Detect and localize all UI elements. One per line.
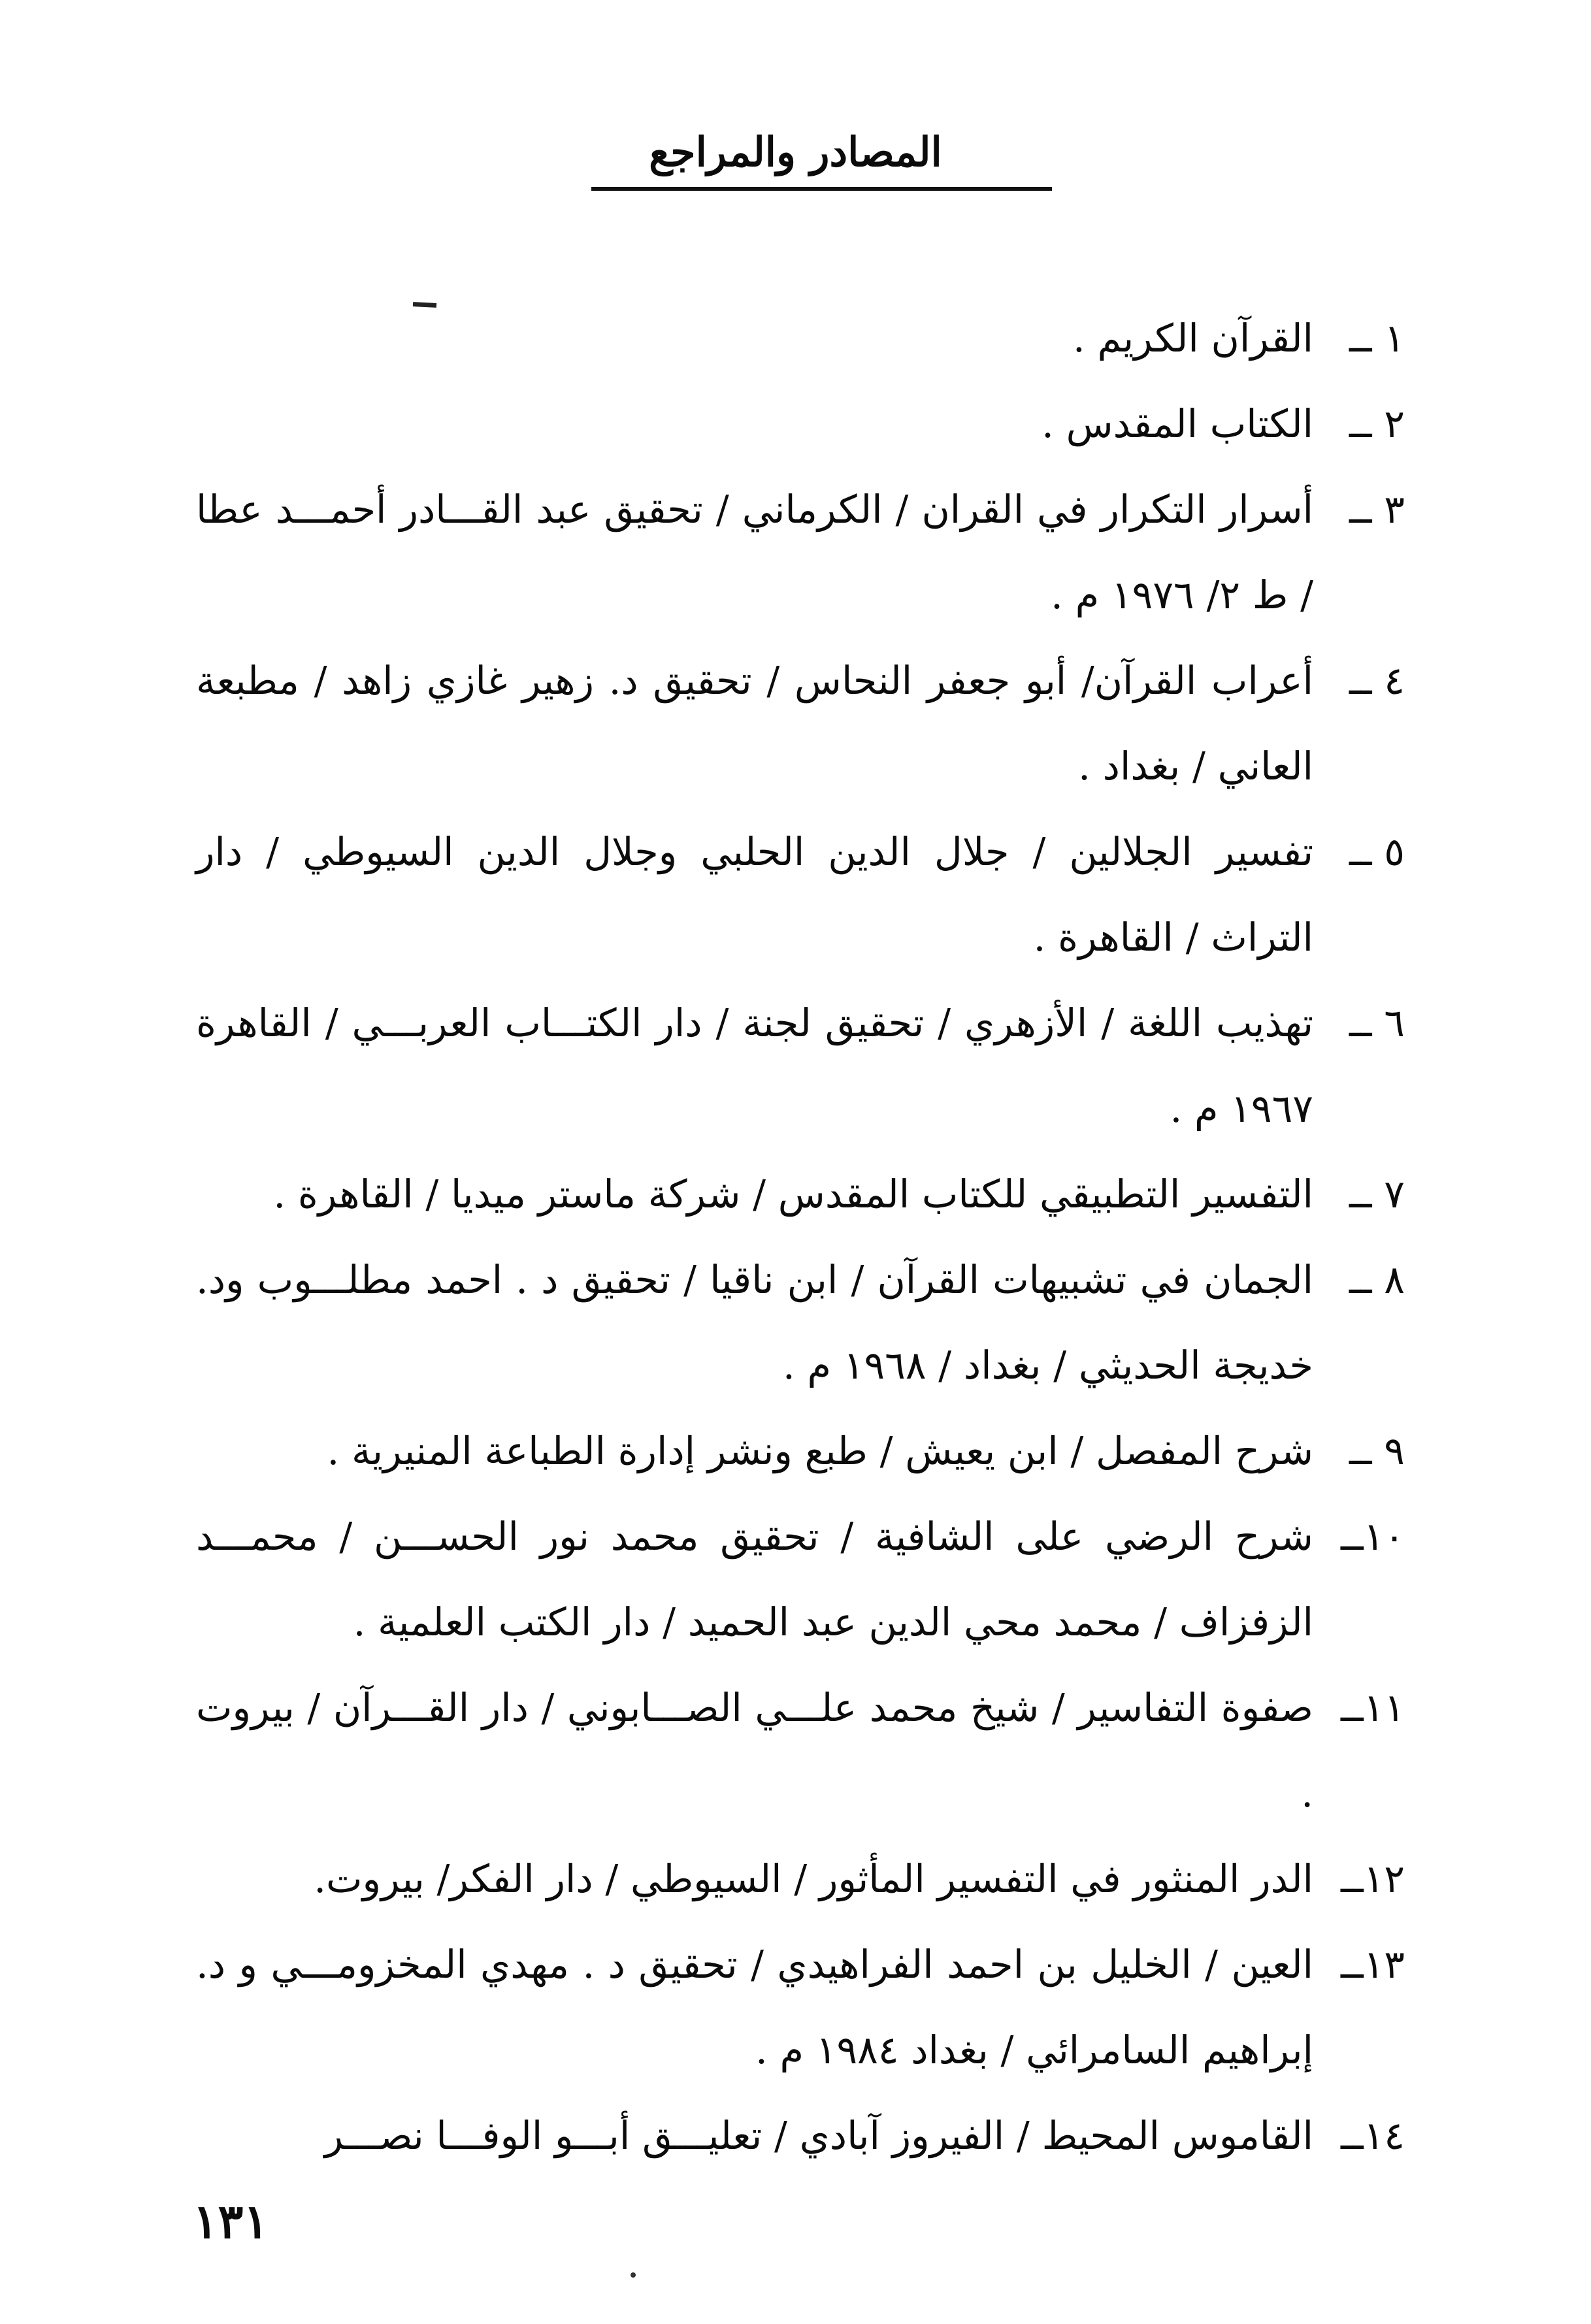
reference-number: ٦ ــ [1349, 1000, 1405, 1045]
reference-item [196, 1665, 1405, 1836]
reference-text: أسرار التكرار في القران / الكرماني / تحقيق عبد القـــادر أحمـــد عطا / ط ٢/ ١٩٧٦ م . [196, 487, 1313, 617]
reference-item [196, 1922, 1405, 2093]
reference-number: ٧ ــ [1349, 1171, 1405, 1217]
reference-item [196, 1494, 1405, 1665]
reference-number: ٩ ــ [1349, 1428, 1405, 1473]
reference-number: ٨ ــ [1349, 1257, 1405, 1302]
reference-number: ١ ــ [1349, 316, 1405, 361]
reference-text: صفوة التفاسير / شيخ محمد علـــي الصـــابوني / دار القـــرآن / بيروت . [196, 1685, 1313, 1816]
reference-number: ١٤ــ [1341, 2113, 1405, 2158]
reference-number: ٢ ــ [1349, 401, 1405, 446]
reference-text: تهذيب اللغة / الأزهري / تحقيق لجنة / دار الكتـــاب العربـــي / القاهرة ١٩٦٧ م . [196, 1000, 1313, 1131]
reference-number: ١٢ــ [1341, 1856, 1405, 1901]
reference-number: ١٠ــ [1341, 1514, 1405, 1559]
reference-text: الدر المنثور في التفسير المأثور / السيوطي / دار الفكر/ بيروت. [314, 1856, 1313, 1901]
reference-text: القرآن الكريم . [1073, 316, 1313, 361]
reference-text: الجمان في تشبيهات القرآن / ابن ناقيا / تحقيق د . احمد مطلـــوب ود. خديجة الحديثي / بغداد / ١٩٦٨ م . [196, 1257, 1313, 1388]
reference-item [196, 466, 1405, 638]
reference-item [196, 809, 1405, 980]
reference-item [196, 1237, 1405, 1408]
reference-item [196, 1408, 1405, 1494]
reference-item [196, 2093, 1405, 2178]
reference-number: ٥ ــ [1349, 829, 1405, 874]
reference-item [196, 638, 1405, 809]
reference-text: تفسير الجلالين / جلال الدين الحلبي وجلال الدين السيوطي / دار التراث / القاهرة . [196, 829, 1313, 960]
reference-text: الكتاب المقدس . [1042, 401, 1313, 446]
reference-number: ٤ ــ [1349, 658, 1405, 703]
reference-item [196, 980, 1405, 1151]
reference-text: أعراب القرآن/ أبو جعفر النحاس / تحقيق د. زهير غازي زاهد / مطبعة العاني / بغداد . [196, 658, 1313, 789]
reference-item [196, 1836, 1405, 1922]
page-title: المصادر والمراجع [649, 128, 942, 176]
stray-dot-mark [631, 2272, 636, 2278]
reference-text: شرح المفصل / ابن يعيش / طبع ونشر إدارة الطباعة المنيرية . [327, 1428, 1313, 1473]
page-number: ١٣١ [193, 2193, 269, 2249]
reference-text: شرح الرضي على الشافية / تحقيق محمد نور الحســـن / محمـــد الزفزاف / محمد محي الدين عبد الحميد / دار الكتب العلمية . [196, 1514, 1313, 1645]
reference-text: التفسير التطبيقي للكتاب المقدس / شركة ماستر ميديا / القاهرة . [273, 1171, 1313, 1217]
reference-number: ٣ ــ [1349, 487, 1405, 532]
reference-item [196, 295, 1405, 381]
references-list [196, 295, 1405, 2178]
reference-number: ١١ــ [1341, 1685, 1405, 1730]
reference-text: العين / الخليل بن احمد الفراهيدي / تحقيق د . مهدي المخزومـــي و د. إبراهيم السامرائي / بغداد ١٩٨٤ م . [196, 1942, 1313, 2072]
title-underline [591, 187, 1052, 191]
reference-item [196, 1151, 1405, 1237]
reference-text: القاموس المحيط / الفيروز آبادي / تعليـــق أبـــو الوفـــا نصـــر [324, 2113, 1313, 2158]
reference-item [196, 381, 1405, 466]
reference-number: ١٣ــ [1341, 1942, 1405, 1987]
